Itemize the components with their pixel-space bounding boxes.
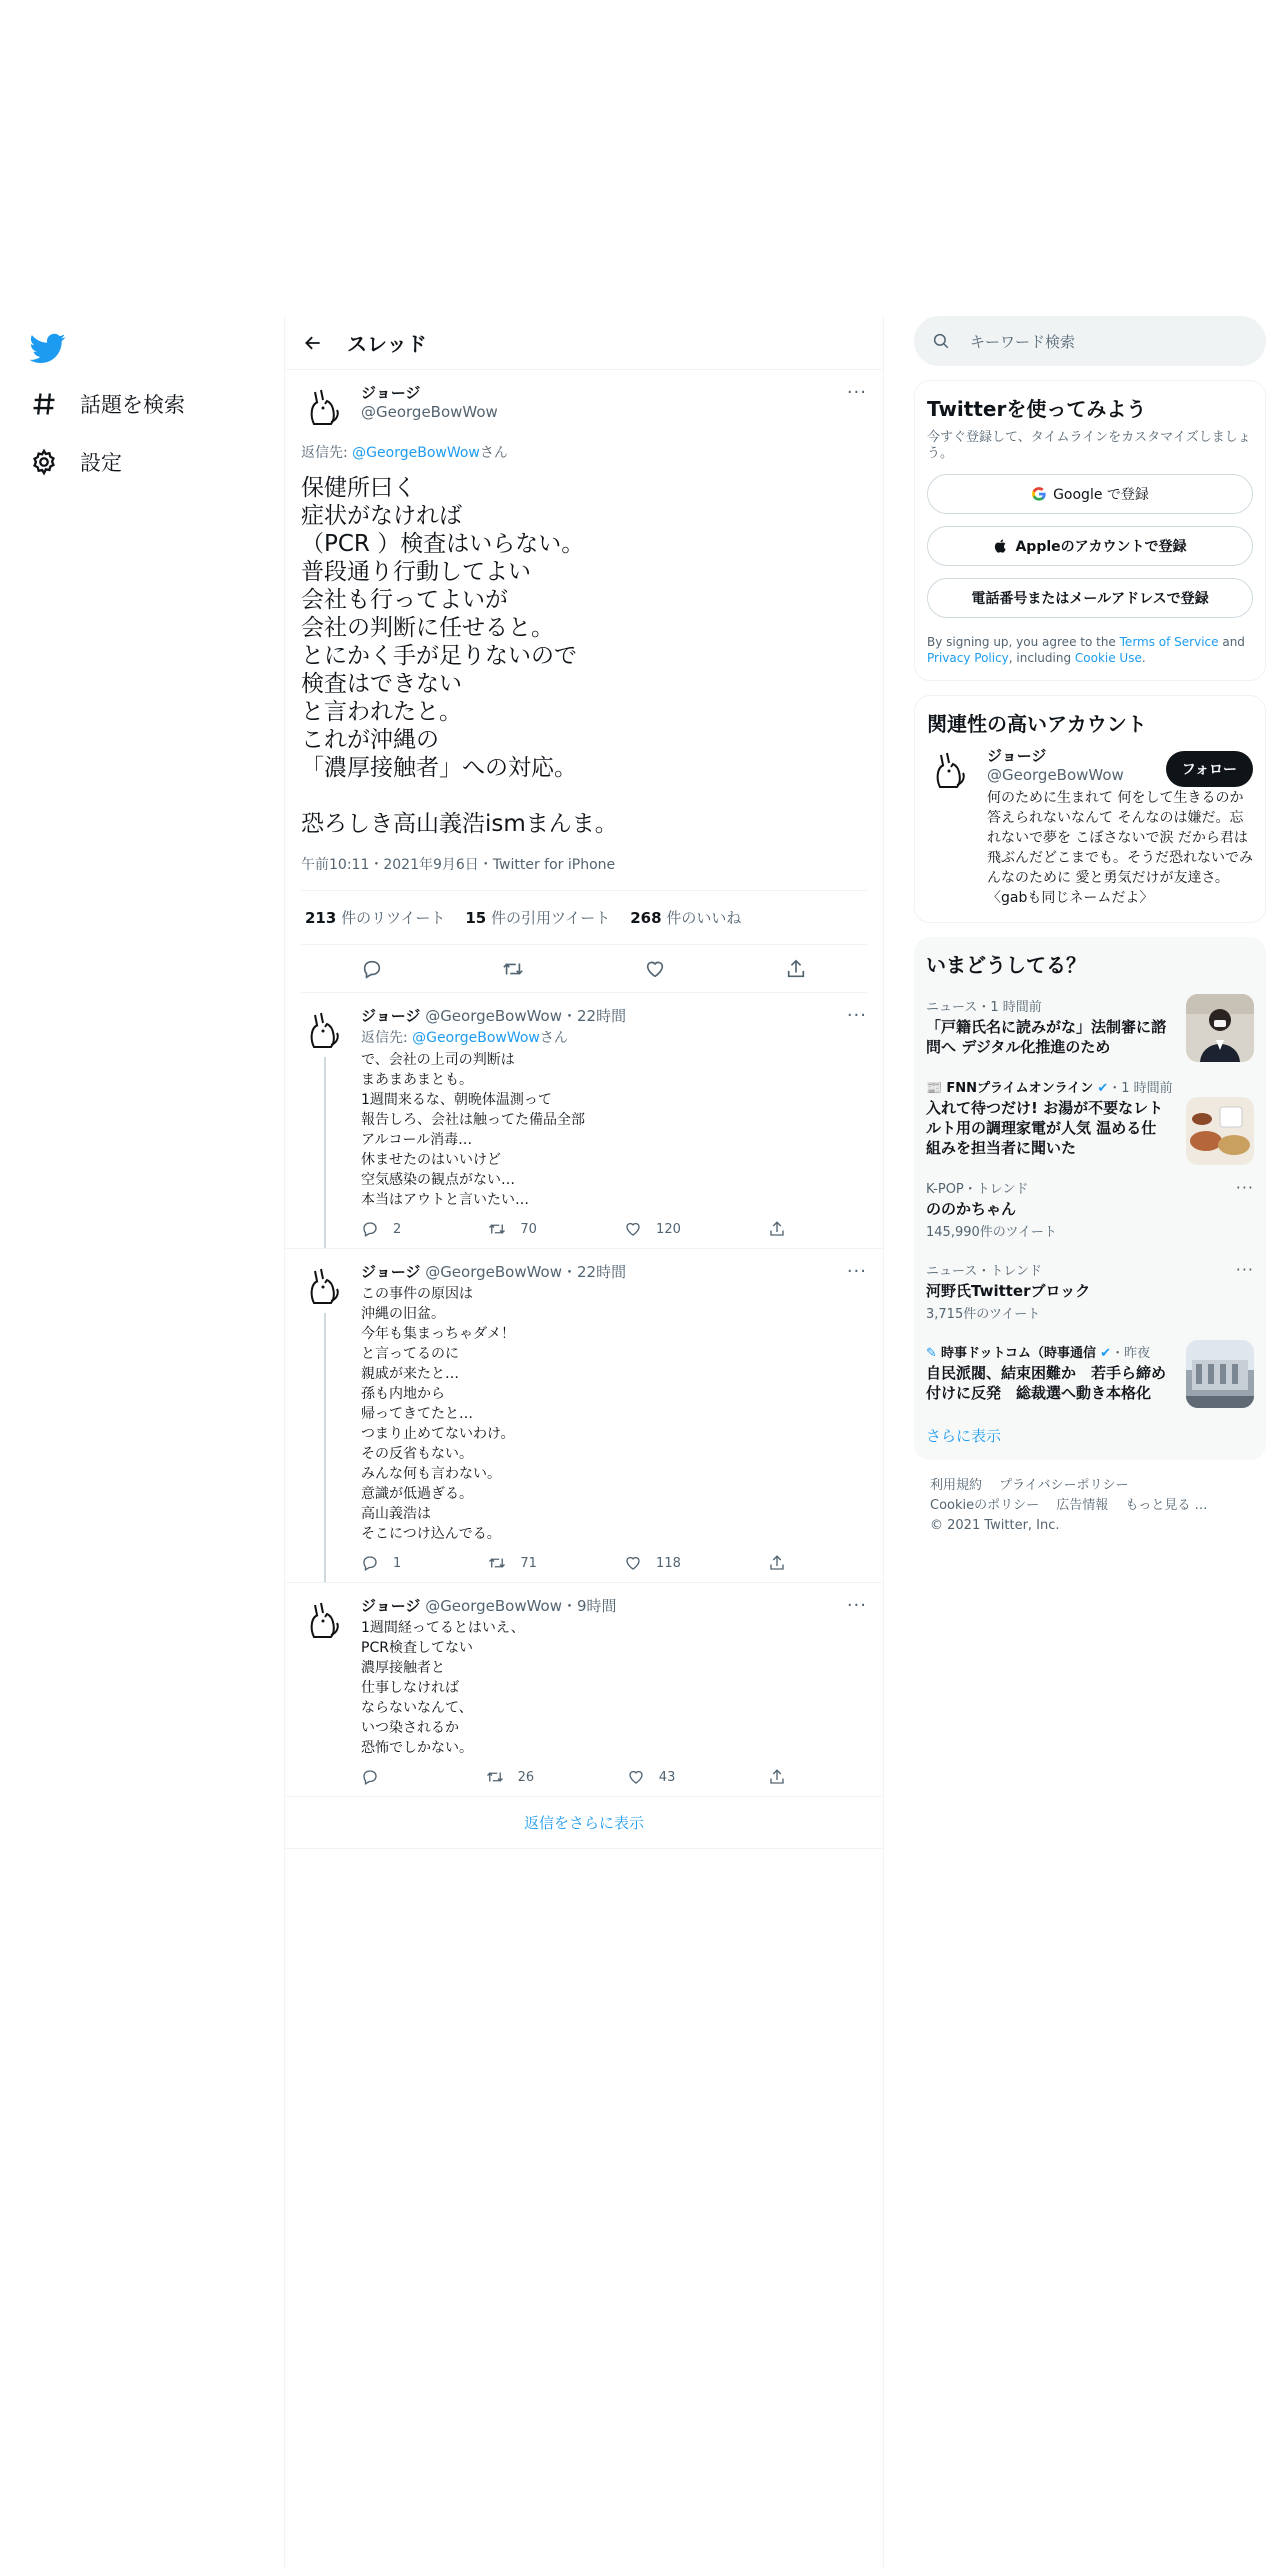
like-count: 268 (630, 909, 662, 927)
account-handle[interactable]: @GeorgeBowWow (987, 766, 1124, 784)
reply-icon (361, 1768, 379, 1786)
tweet-actions (361, 1220, 786, 1238)
author-name[interactable]: ジョージ (361, 384, 421, 402)
relevant-accounts-card (914, 695, 1266, 923)
footer-cookie-link[interactable]: Cookieのポリシー (930, 1498, 1040, 1513)
quote-count: 15 (465, 909, 487, 927)
trend-source: 時事ドットコム（時事通信 (941, 1346, 1097, 1361)
retweet-icon[interactable] (502, 958, 524, 980)
reply-action[interactable] (361, 1768, 393, 1786)
reply-icon[interactable] (361, 958, 383, 980)
apple-icon (993, 538, 1009, 554)
right-sidebar (914, 316, 1266, 1536)
trend-time: ・1 時間前 (1108, 1081, 1173, 1096)
like-action[interactable] (624, 1554, 681, 1572)
retweet-icon (488, 1220, 506, 1238)
nav-settings[interactable] (30, 440, 122, 484)
phone-email-signup-button[interactable] (927, 578, 1253, 618)
replying-suffix: さん (539, 1030, 568, 1046)
account-row[interactable] (927, 745, 1264, 908)
tweet-time[interactable]: ・22時間 (562, 1007, 627, 1025)
page-title: スレッド (347, 332, 427, 356)
trend-item[interactable] (926, 1250, 1254, 1332)
avatar[interactable] (301, 1005, 349, 1053)
trend-item[interactable] (926, 1067, 1254, 1168)
avatar[interactable] (927, 745, 975, 793)
legal-text-4: . (1141, 651, 1146, 665)
author-name[interactable]: ジョージ (361, 1263, 421, 1281)
trend-title: 自民派閥、結束困難か 若手ら締め付けに反発 総裁選へ動き本格化 (926, 1364, 1167, 1402)
retweet-count-link[interactable] (305, 907, 445, 928)
quote-count-label: 件の引用ツイート (486, 909, 611, 927)
tweet-actions (361, 1554, 786, 1572)
reply-count: 2 (393, 1221, 402, 1237)
retweet-icon (486, 1768, 504, 1786)
tweet-stats (301, 891, 867, 945)
arrow-left-icon (303, 333, 323, 353)
gear-icon (30, 448, 58, 476)
reply-tweet[interactable] (285, 993, 883, 1249)
reply-tweet[interactable] (285, 1583, 883, 1797)
trend-context: ニュース・1 時間前 (926, 1000, 1042, 1015)
terms-link[interactable]: Terms of Service (1119, 635, 1219, 649)
retweet-action[interactable] (486, 1768, 535, 1786)
trend-source: FNNプライムオンライン (946, 1081, 1094, 1096)
share-icon (768, 1554, 786, 1572)
footer-terms-link[interactable]: 利用規約 (930, 1478, 983, 1493)
show-more-trends-link[interactable]: さらに表示 (926, 1427, 1002, 1445)
privacy-link[interactable]: Privacy Policy (927, 651, 1009, 665)
hashtag-icon (30, 390, 58, 418)
trend-item[interactable] (926, 986, 1254, 1067)
share-icon (768, 1220, 786, 1238)
tweet-text: 保健所曰く 症状がなければ （PCR ）検査はいらない。 普段通り行動してよい 会社も行ってよいが 会社の判断に任せると。 とにかく手が足りないので 検査はできない と言われたと。 これが沖縄の 「濃厚接触者」への対応。 恐ろしき高山義浩ismまんま。 (301, 475, 618, 837)
more-options-icon[interactable]: ··· (1235, 1178, 1254, 1197)
quote-count-link[interactable] (465, 907, 610, 928)
tweet-text: 1週間経ってるとはいえ、 PCR検査してない 濃厚接触者と 仕事しなければ ならないなんて、 いつ染されるか 恐怖でしかない。 (361, 1620, 525, 1756)
nav-explore[interactable] (30, 382, 185, 426)
replying-to (301, 442, 867, 462)
share-icon (768, 1768, 786, 1786)
trend-item[interactable] (926, 1168, 1254, 1250)
more-options-icon[interactable]: ··· (846, 1261, 867, 1282)
trend-thumbnail-image (1186, 1340, 1254, 1408)
thread-header (285, 316, 883, 370)
retweet-count: 70 (520, 1221, 537, 1237)
reply-icon (361, 1220, 379, 1238)
reply-action[interactable] (361, 1220, 401, 1238)
trends-card (914, 937, 1266, 1460)
reply-action[interactable] (361, 1554, 401, 1572)
footer-copyright: © 2021 Twitter, Inc. (930, 1518, 1060, 1533)
more-options-icon[interactable]: ··· (846, 1595, 867, 1616)
like-icon (624, 1554, 642, 1572)
google-signup-label: Google で登録 (1053, 487, 1149, 503)
nav-settings-label: 設定 (80, 451, 122, 475)
author-name[interactable]: ジョージ (361, 1597, 421, 1615)
like-action[interactable] (624, 1220, 681, 1238)
trend-thumbnail-image (1186, 994, 1254, 1062)
search-bar[interactable] (914, 316, 1266, 366)
news-source-icon: ✎ (926, 1346, 937, 1361)
thread-line (324, 1057, 326, 1248)
like-count-label: 件のいいね (661, 909, 742, 927)
legal-text-3: , including (1008, 651, 1075, 665)
twitter-logo-icon[interactable] (30, 330, 66, 366)
author-name[interactable]: ジョージ (361, 1007, 421, 1025)
replying-prefix: 返信先: (361, 1030, 413, 1046)
signup-legal-text (927, 634, 1253, 666)
signup-card (914, 380, 1266, 681)
tweet-text: で、会社の上司の判断は まあまあまとも。 1週間来るな、朝晩体温測って 報告しろ、会社は触ってた備品全部 アルコール消毒… 休ませたのはいいけど 空気感染の観点がない… 本当はアウトと言いたい… (361, 1052, 585, 1208)
tweet-actions (301, 945, 867, 993)
replying-handle-link[interactable]: @GeorgeBowWow (352, 445, 480, 461)
like-icon (627, 1768, 645, 1786)
tweet-time[interactable]: ・22時間 (562, 1263, 627, 1281)
retweet-count: 213 (305, 909, 337, 927)
reply-icon (361, 1554, 379, 1572)
search-input[interactable]: キーワード検索 (970, 332, 1076, 351)
like-count: 120 (656, 1221, 681, 1237)
trend-title: 河野氏Twitterブロック (926, 1282, 1091, 1300)
news-source-icon: 📰 (926, 1081, 943, 1096)
share-action[interactable] (768, 1220, 786, 1238)
footer-more-link[interactable]: もっと見る … (1125, 1498, 1208, 1513)
apple-signup-button[interactable] (927, 526, 1253, 566)
replying-to (361, 1028, 867, 1048)
replying-handle-link[interactable]: @GeorgeBowWow (412, 1030, 540, 1046)
trend-item[interactable] (926, 1332, 1254, 1413)
signup-subtitle: 今すぐ登録して、タイムラインをカスタマイズしましょう。 (927, 430, 1251, 461)
back-button[interactable] (285, 333, 341, 353)
reply-tweet[interactable] (285, 1249, 883, 1583)
trend-title: 入れて待つだけ! お湯が不要なレトルト用の調理家電が人気 温める仕組みを担当者に聞いた (926, 1099, 1164, 1157)
retweet-count-label: 件のリツイート (336, 909, 446, 927)
phone-email-signup-label: 電話番号またはメールアドレスで登録 (971, 591, 1209, 607)
like-count: 118 (656, 1555, 681, 1571)
tweet-time[interactable]: ・9時間 (562, 1597, 617, 1615)
retweet-count: 71 (520, 1555, 537, 1571)
trend-context: K-POP・トレンド (926, 1182, 1029, 1197)
search-icon (932, 332, 950, 350)
replying-suffix: さん (479, 445, 508, 461)
avatar[interactable] (301, 1595, 349, 1643)
verified-icon: ✔ (1100, 1346, 1112, 1361)
signup-title: Twitterを使ってみよう (927, 397, 1147, 421)
retweet-action[interactable] (488, 1220, 537, 1238)
account-name[interactable]: ジョージ (987, 747, 1047, 765)
google-signup-button[interactable] (927, 474, 1253, 514)
footer-privacy-link[interactable]: プライバシーポリシー (999, 1478, 1129, 1493)
like-count: 43 (658, 1769, 676, 1785)
author-handle[interactable]: @GeorgeBowWow (425, 1263, 563, 1281)
trend-title: 「戸籍氏名に読みがな」法制審に諮問へ デジタル化推進のため (926, 1018, 1167, 1056)
trends-title: いまどうしてる？ (926, 953, 1086, 977)
retweet-count: 26 (517, 1769, 535, 1785)
retweet-icon (488, 1554, 506, 1572)
tweet-timestamp[interactable]: 午前10:11・2021年9月6日・Twitter for iPhone (301, 854, 867, 891)
verified-icon: ✔ (1097, 1081, 1109, 1096)
google-icon (1031, 486, 1047, 502)
author-handle[interactable]: @GeorgeBowWow (425, 1007, 563, 1025)
share-action[interactable] (768, 1554, 786, 1572)
tweet-actions (361, 1768, 786, 1786)
show-more-replies-link[interactable]: 返信をさらに表示 (285, 1797, 883, 1849)
author-handle[interactable]: @GeorgeBowWow (361, 403, 498, 421)
legal-text-1: By signing up, you agree to the (927, 635, 1120, 649)
thread-column (284, 316, 884, 2568)
cookie-link[interactable]: Cookie Use (1074, 651, 1142, 665)
trend-count: 145,990件のツイート (926, 1225, 1057, 1240)
more-options-icon[interactable]: ··· (846, 1005, 867, 1026)
trend-time: ・昨夜 (1111, 1346, 1151, 1361)
like-icon (624, 1220, 642, 1238)
share-icon[interactable] (785, 958, 807, 980)
thread-line (324, 1313, 326, 1582)
trend-title: ののかちゃん (926, 1200, 1017, 1218)
like-action[interactable] (627, 1768, 676, 1786)
footer-ads-link[interactable]: 広告情報 (1056, 1498, 1109, 1513)
author-handle[interactable]: @GeorgeBowWow (425, 1597, 563, 1615)
retweet-action[interactable] (488, 1554, 537, 1572)
like-icon[interactable] (644, 958, 666, 980)
avatar[interactable] (301, 382, 349, 430)
more-options-icon[interactable]: ··· (846, 382, 867, 403)
trend-thumbnail-image (1186, 1097, 1254, 1165)
follow-button[interactable]: フォロー (1166, 751, 1253, 787)
avatar[interactable] (301, 1261, 349, 1309)
trend-context (926, 1077, 1254, 1096)
share-action[interactable] (768, 1768, 786, 1786)
replying-prefix: 返信先: (301, 445, 353, 461)
tweet-text: この事件の原因は 沖縄の旧盆。 今年も集まっちゃダメ！ と言ってるのに 親戚が来たと… 孫も内地から 帰ってきてたと… つまり止めてないわけ。 その反省もない。 みんな何も言わない。 意識が低過ぎる。 高山義浩は そこにつけ込んでる。 (361, 1286, 515, 1542)
relevant-title: 関連性の高いアカウント (927, 712, 1147, 736)
nav-explore-label: 話題を検索 (80, 393, 185, 417)
trend-context: ニュース・トレンド (926, 1264, 1043, 1279)
legal-text-2: and (1218, 635, 1245, 649)
main-tweet (285, 370, 883, 993)
more-options-icon[interactable]: ··· (1235, 1260, 1254, 1279)
footer (914, 1476, 1266, 1536)
apple-signup-label: Appleのアカウントで登録 (1015, 539, 1187, 555)
account-bio: 何のために生まれて 何をして生きるのか 答えられないなんて そんなのは嫌だ。忘れないで夢を こぼさないで涙 だから君は飛ぶんだどこまでも。そうだ恐れないでみんなのために 愛と勇気だけが友達さ。 〈gabも同じネームだよ〉 (987, 790, 1264, 906)
reply-count: 1 (393, 1555, 402, 1571)
like-count-link[interactable] (630, 907, 741, 928)
trend-count: 3,715件のツイート (926, 1307, 1041, 1322)
